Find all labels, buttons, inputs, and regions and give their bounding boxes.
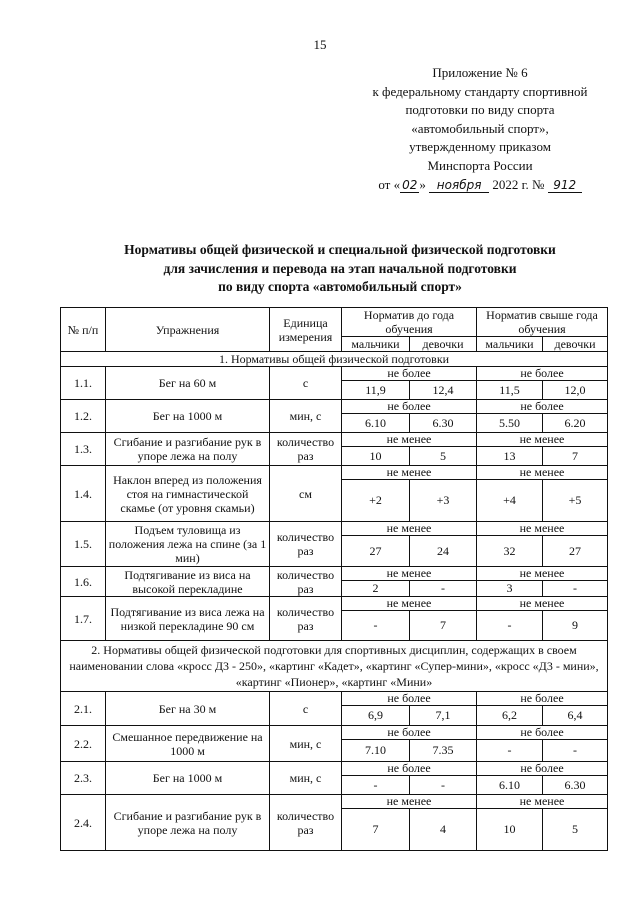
header-before-year: Норматив до года обучения	[342, 308, 477, 337]
value-girls-before: 5	[410, 447, 477, 466]
header-after-year: Норматив свыше года обучения	[477, 308, 608, 337]
value-boys-before: 10	[342, 447, 410, 466]
value-girls-after: 5	[543, 809, 608, 851]
requirement-before: не более	[342, 367, 477, 381]
row-exercise: Подтягивание из виса на высокой перекладине	[106, 567, 270, 597]
value-girls-after: 9	[543, 611, 608, 641]
table-row	[61, 597, 608, 611]
requirement-before: не менее	[342, 795, 477, 809]
value-boys-after: 10	[477, 809, 543, 851]
row-number: 2.2.	[61, 726, 106, 762]
value-boys-after: -	[477, 740, 543, 762]
row-exercise: Подтягивание из виса лежа на низкой перекладине 90 см	[106, 597, 270, 641]
value-girls-after: -	[543, 581, 608, 597]
value-girls-after: -	[543, 740, 608, 762]
header-unit: Единица измерения	[270, 308, 342, 352]
table-row	[61, 466, 608, 480]
document-title	[60, 241, 620, 297]
row-number: 2.4.	[61, 795, 106, 851]
order-date-line	[350, 176, 610, 195]
requirement-after: не более	[477, 367, 608, 381]
value-boys-after: -	[477, 611, 543, 641]
value-boys-after: 11,5	[477, 381, 543, 400]
header-boys: мальчики	[342, 337, 410, 352]
value-boys-after: 3	[477, 581, 543, 597]
appendix-block	[350, 64, 610, 194]
section-1-body	[61, 352, 608, 641]
table-row	[61, 522, 608, 536]
row-number: 1.6.	[61, 567, 106, 597]
row-number: 2.3.	[61, 762, 106, 795]
header-girls: девочки	[543, 337, 608, 352]
row-unit: мин, с	[270, 400, 342, 433]
row-exercise: Сгибание и разгибание рук в упоре лежа на полу	[106, 433, 270, 466]
appendix-line: утвержденному приказом	[409, 139, 551, 155]
requirement-before: не менее	[342, 522, 477, 536]
requirement-after: не более	[477, 400, 608, 414]
table-row	[61, 692, 608, 706]
value-girls-before: 4	[410, 809, 477, 851]
value-girls-before: -	[410, 581, 477, 597]
value-girls-after: 27	[543, 536, 608, 567]
value-girls-after: 6,4	[543, 706, 608, 726]
row-exercise: Наклон вперед из положения стоя на гимнастической скамье (от уровня скамьи)	[106, 466, 270, 522]
requirement-before: не менее	[342, 466, 477, 480]
row-exercise: Бег на 1000 м	[106, 762, 270, 795]
row-exercise: Бег на 60 м	[106, 367, 270, 400]
requirement-after: не менее	[477, 795, 608, 809]
section-1-title: 1. Нормативы общей физической подготовки	[61, 352, 608, 367]
value-boys-after: 32	[477, 536, 543, 567]
row-exercise: Смешанное передвижение на 1000 м	[106, 726, 270, 762]
value-girls-before: 24	[410, 536, 477, 567]
table-row	[61, 400, 608, 414]
row-number: 1.1.	[61, 367, 106, 400]
requirement-after: не менее	[477, 597, 608, 611]
row-number: 1.7.	[61, 597, 106, 641]
value-boys-before: 2	[342, 581, 410, 597]
row-exercise: Бег на 1000 м	[106, 400, 270, 433]
requirement-after: не более	[477, 692, 608, 706]
value-girls-before: 7	[410, 611, 477, 641]
value-boys-before: +2	[342, 480, 410, 522]
value-boys-after: 13	[477, 447, 543, 466]
value-boys-after: +4	[477, 480, 543, 522]
header-girls: девочки	[410, 337, 477, 352]
requirement-before: не более	[342, 726, 477, 740]
value-girls-before: -	[410, 776, 477, 795]
page-number: 15	[313, 37, 327, 52]
header-exercise: Упражнения	[106, 308, 270, 352]
value-boys-after: 6,2	[477, 706, 543, 726]
row-unit: см	[270, 466, 342, 522]
value-boys-before: 7.10	[342, 740, 410, 762]
row-unit: количество раз	[270, 567, 342, 597]
table-row	[61, 762, 608, 776]
requirement-before: не более	[342, 400, 477, 414]
value-girls-after: +5	[543, 480, 608, 522]
table-header-row	[61, 308, 608, 337]
value-boys-before: 27	[342, 536, 410, 567]
handwritten-day: 02	[402, 177, 418, 192]
value-girls-after: 6.20	[543, 414, 608, 433]
value-girls-before: 7,1	[410, 706, 477, 726]
appendix-line: к федеральному стандарту спортивной	[372, 83, 588, 99]
requirement-before: не менее	[342, 567, 477, 581]
value-boys-before: 11,9	[342, 381, 410, 400]
value-boys-before: -	[342, 611, 410, 641]
section-2-body	[61, 641, 608, 851]
appendix-line: подготовки по виду спорта	[405, 102, 555, 118]
requirement-after: не менее	[477, 522, 608, 536]
title-line: для зачисления и перевода на этап начальной подготовки	[163, 260, 517, 276]
row-unit: количество раз	[270, 522, 342, 567]
value-boys-before: -	[342, 776, 410, 795]
requirement-before: не менее	[342, 433, 477, 447]
row-unit: количество раз	[270, 433, 342, 466]
value-girls-before: 12,4	[410, 381, 477, 400]
row-exercise: Подъем туловища из положения лежа на спине (за 1 мин)	[106, 522, 270, 567]
row-unit: с	[270, 367, 342, 400]
title-line: по виду спорта «автомобильный спорт»	[218, 279, 462, 294]
value-boys-before: 6.10	[342, 414, 410, 433]
requirement-before: не более	[342, 762, 477, 776]
row-exercise: Бег на 30 м	[106, 692, 270, 726]
value-girls-before: +3	[410, 480, 477, 522]
row-number: 1.2.	[61, 400, 106, 433]
requirement-after: не менее	[477, 567, 608, 581]
row-unit: с	[270, 692, 342, 726]
handwritten-month: ноября	[429, 179, 489, 193]
row-unit: мин, с	[270, 762, 342, 795]
year-text: 2022 г. №	[492, 176, 545, 192]
value-boys-before: 6,9	[342, 706, 410, 726]
value-girls-after: 12,0	[543, 381, 608, 400]
requirement-after: не более	[477, 726, 608, 740]
table-row	[61, 367, 608, 381]
table-row	[61, 433, 608, 447]
title-line: Нормативы общей физической и специальной физической подготовки	[124, 242, 556, 257]
appendix-line: Приложение № 6	[432, 65, 528, 80]
requirement-after: не менее	[477, 433, 608, 447]
value-girls-after: 6.30	[543, 776, 608, 795]
value-girls-before: 7.35	[410, 740, 477, 762]
requirement-before: не менее	[342, 597, 477, 611]
appendix-line: Минспорта России	[427, 157, 533, 173]
value-girls-before: 6.30	[410, 414, 477, 433]
norms-table	[60, 307, 608, 851]
row-number: 2.1.	[61, 692, 106, 726]
row-unit: количество раз	[270, 795, 342, 851]
requirement-before: не более	[342, 692, 477, 706]
date-mid: »	[419, 176, 426, 192]
row-unit: мин, с	[270, 726, 342, 762]
table-row	[61, 567, 608, 581]
row-unit: количество раз	[270, 597, 342, 641]
row-number: 1.4.	[61, 466, 106, 522]
row-exercise: Сгибание и разгибание рук в упоре лежа на полу	[106, 795, 270, 851]
appendix-line: «автомобильный спорт»,	[411, 120, 549, 136]
header-num: № п/п	[61, 308, 106, 352]
row-number: 1.3.	[61, 433, 106, 466]
date-prefix: от «	[378, 176, 401, 192]
table-row	[61, 795, 608, 809]
section-2-title: 2. Нормативы общей физической подготовки для спортивных дисциплин, содержащих в своем наименовании слова «кросс Д3 - 250», «картинг «Кадет», «картинг «Супер-мини», «кросс «Д3 - мини», «картинг «Пионер», «картинг «Мини»	[61, 641, 608, 692]
requirement-after: не более	[477, 762, 608, 776]
requirement-after: не менее	[477, 466, 608, 480]
header-boys: мальчики	[477, 337, 543, 352]
value-boys-after: 5.50	[477, 414, 543, 433]
value-boys-after: 6.10	[477, 776, 543, 795]
handwritten-order-number: 912	[548, 179, 582, 193]
row-number: 1.5.	[61, 522, 106, 567]
table-row	[61, 726, 608, 740]
value-girls-after: 7	[543, 447, 608, 466]
value-boys-before: 7	[342, 809, 410, 851]
